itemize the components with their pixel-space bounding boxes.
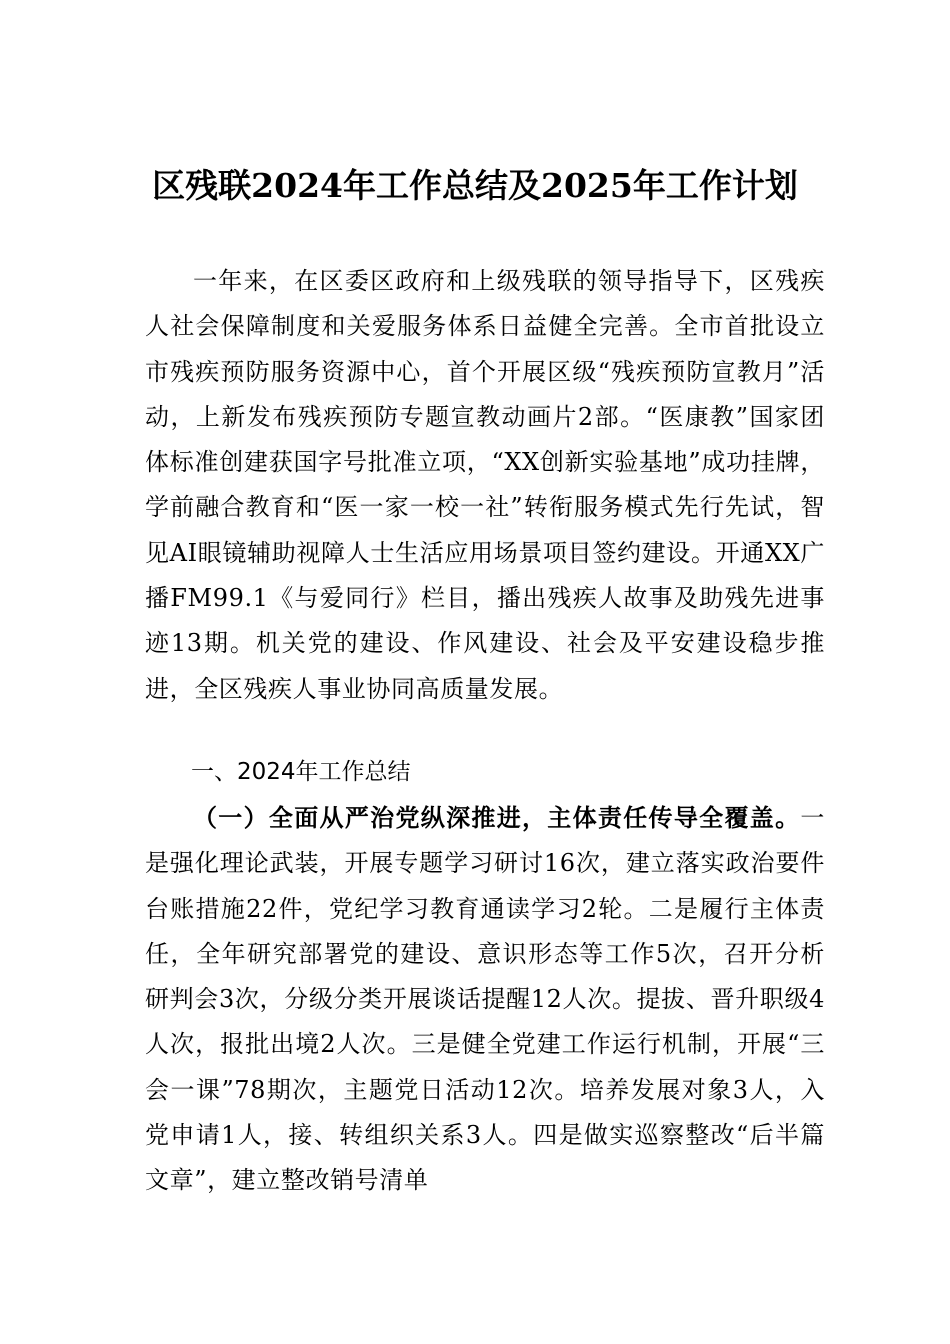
section-1-subheading: （一）全面从严治党纵深推进，主体责任传导全覆盖。 bbox=[193, 803, 801, 832]
intro-paragraph: 一年来，在区委区政府和上级残联的领导指导下，区残疾人社会保障制度和关爱服务体系日益健全完善。全市首批设立市残疾预防服务资源中心，首个开展区级“残疾预防宣教月”活动，上新发布残疾预防专题宣教动画片2部。“医康教”国家团体标准创建获国字号批准立项，“XX创新实验基地”成功挂牌，学前融合教育和“医一家一校一社”转衔服务模式先行先试，智见AI眼镜辅助视障人士生活应用场景项目签约建设。开通XX广播FM99.1《与爱同行》栏目，播出残疾人故事及助残先进事迹13期。机关党的建设、作风建设、社会及平安建设稳步推进，全区残疾人事业协同高质量发展。 bbox=[145, 267, 825, 703]
document-title: 区残联2024年工作总结及2025年工作计划 bbox=[152, 166, 798, 205]
section-1-body: 一是强化理论武装，开展专题学习研讨16次，建立落实政治要件台账措施22件，党纪学习教育通读学习2轮。二是履行主体责任，全年研究部署党的建设、意识形态等工作5次，召开分析研判会3次，分级分类开展谈话提醒12人次。提拔、晋升职级4人次，报批出境2人次。三是健全党建工作运行机制，开展“三会一课”78期次，主题党日活动12次。培养发展对象3人，入党申请1人，接、转组织关系3人。四是做实巡察整改“后半篇文章”，建立整改销号清单 bbox=[145, 804, 825, 1195]
section-1-heading: 一、2024年工作总结 bbox=[191, 759, 411, 785]
section-1-paragraph bbox=[145, 795, 825, 1204]
